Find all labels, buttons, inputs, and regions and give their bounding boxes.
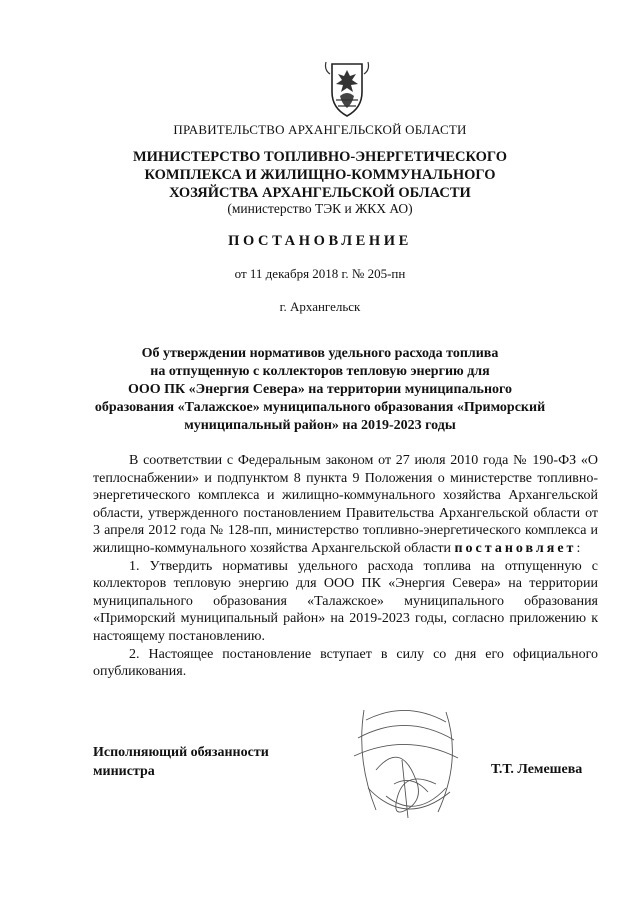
archangel-coat-of-arms-icon [318,60,376,120]
document-type: ПОСТАНОВЛЕНИЕ [228,233,412,249]
title-line: муниципальный район» на 2019-2023 годы [184,418,456,433]
document-date-number: от 11 декабря 2018 г. № 205-пн [234,266,406,281]
signer-position [93,743,269,781]
handwritten-signature-icon [346,700,466,835]
document-city: г. Архангельск [279,299,361,314]
decree-word: постановляет [454,540,577,556]
decree-colon: : [576,540,581,556]
preamble-text: В соответствии с Федеральным законом от 27 июля 2010 года № 190-ФЗ «О теплоснабжении» и подпунктом 8 пункта 9 Положения о министерстве топливно-энергетического комплекса и жилищно-коммунального хозяйства Архангельской области, утвержденного постановлением Правительства Архангельской области от 3 апреля 2012 года № 128-пп, министерство топливно-энергетического комплекса и жилищно-коммунального хозяйства Архангельской области [93,453,598,556]
item-1-paragraph: 1. Утвердить нормативы удельного расхода топлива на отпущенную с коллекторов тепловую энергию для ООО ПК «Энергия Севера» на территории муниципального образования «Талажское» муниципального образования «Приморский муниципальный район» на 2019-2023 годы, согласно приложению к настоящему постановлению. [93,558,598,644]
ministry-line: ХОЗЯЙСТВА АРХАНГЕЛЬСКОЙ ОБЛАСТИ [169,185,471,201]
title-line: ООО ПК «Энергия Севера» на территории муниципального [127,382,513,397]
signer-name: Т.Т. Лемешева [491,762,583,777]
title-line: образования «Талажское» муниципального образования «Приморский [94,400,546,415]
ministry-line: КОМПЛЕКСА И ЖИЛИЩНО-КОММУНАЛЬНОГО [144,167,496,183]
document-title [0,345,640,435]
signer-position-line: Исполняющий обязанности [93,745,269,760]
item-2-paragraph: 2. Настоящее постановление вступает в силу со дня его официального опубликования. [93,646,598,680]
ministry-short-name: (министерство ТЭК и ЖКХ АО) [227,201,413,216]
signer-position-line: министра [93,764,155,779]
preamble-paragraph [93,452,598,558]
title-line: Об утверждении нормативов удельного расхода топлива [141,346,499,361]
government-name: ПРАВИТЕЛЬСТВО АРХАНГЕЛЬСКОЙ ОБЛАСТИ [173,122,467,137]
document-body [93,452,598,681]
ministry-line: МИНИСТЕРСТВО ТОПЛИВНО-ЭНЕРГЕТИЧЕСКОГО [132,149,508,165]
ministry-name [0,148,640,202]
title-line: на отпущенную с коллекторов тепловую энергию для [150,364,490,379]
